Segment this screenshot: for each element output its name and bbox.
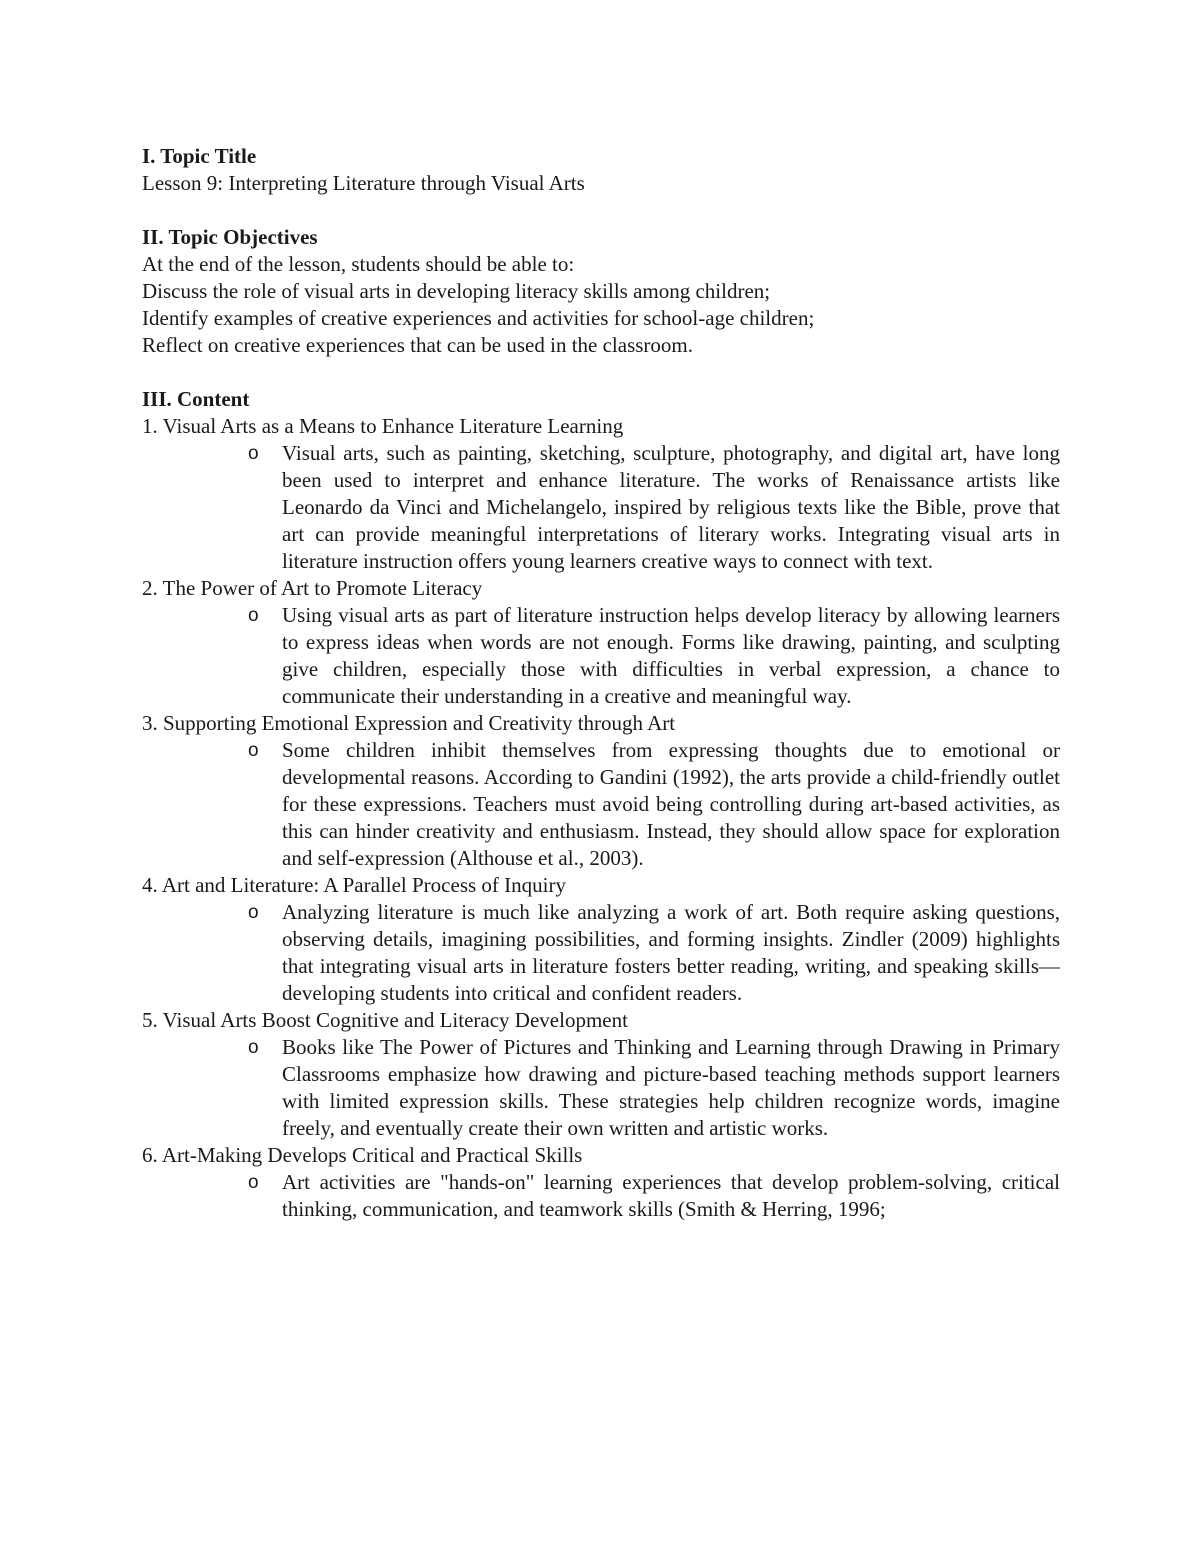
bullet-icon: o [248, 1172, 259, 1193]
content-item-title: 6. Art-Making Develops Critical and Practical Skills [142, 1143, 583, 1167]
content-item-title: 2. The Power of Art to Promote Literacy [142, 576, 483, 600]
content-item-title: 1. Visual Arts as a Means to Enhance Literature Learning [142, 414, 624, 438]
content-item-bullet [142, 737, 1060, 872]
bullet-text: Books like The Power of Pictures and Thinking and Learning through Drawing in Primary Classrooms emphasize how drawing and picture-based teaching methods support learners with limited expression skills. These strategies help children recognize words, imagine freely, and eventually create their own written and artistic works. [282, 1035, 1060, 1140]
spacer [142, 359, 1060, 386]
bullet-icon: o [248, 443, 259, 464]
objective-item: Reflect on creative experiences that can be used in the classroom. [142, 333, 694, 357]
content-item-bullet [142, 899, 1060, 1007]
lesson-title: Lesson 9: Interpreting Literature through Visual Arts [142, 171, 585, 195]
content-item-bullet [142, 1034, 1060, 1142]
objectives-intro: At the end of the lesson, students should be able to: [142, 252, 575, 276]
content-heading: III. Content [142, 387, 250, 411]
topic-title-heading: I. Topic Title [142, 144, 257, 168]
bullet-icon: o [248, 605, 259, 626]
bullet-icon: o [248, 902, 259, 923]
bullet-text: Some children inhibit themselves from expressing thoughts due to emotional or developmental reasons. According to Gandini (1992), the arts provide a child-friendly outlet for these expressions. Teachers must avoid being controlling during art-based activities, as this can hinder creativity and enthusiasm. Instead, they should allow space for exploration and self-expression (Althouse et al., 2003). [282, 738, 1060, 870]
content-item-title: 4. Art and Literature: A Parallel Process of Inquiry [142, 873, 566, 897]
document-page [142, 143, 1060, 1223]
bullet-text: Visual arts, such as painting, sketching, sculpture, photography, and digital art, have long been used to interpret and enhance literature. The works of Renaissance artists like Leonardo da Vinci and Michelangelo, inspired by religious texts like the Bible, prove that art can provide meaningful interpretations of literary works. Integrating visual arts in literature instruction offers young learners creative ways to connect with text. [282, 441, 1060, 573]
bullet-text: Art activities are "hands-on" learning experiences that develop problem-solving, critical thinking, communication, and teamwork skills (Smith & Herring, 1996; [282, 1170, 1060, 1221]
topic-objectives-heading: II. Topic Objectives [142, 225, 318, 249]
objective-item: Identify examples of creative experiences and activities for school-age children; [142, 306, 815, 330]
content-item-title: 5. Visual Arts Boost Cognitive and Literacy Development [142, 1008, 628, 1032]
content-item-bullet [142, 1169, 1060, 1223]
content-item-title: 3. Supporting Emotional Expression and Creativity through Art [142, 711, 676, 735]
bullet-icon: o [248, 1037, 259, 1058]
bullet-text: Using visual arts as part of literature instruction helps develop literacy by allowing learners to express ideas when words are not enough. Forms like drawing, painting, and sculpting give children, especially those with difficulties in verbal expression, a chance to communicate their understanding in a creative and meaningful way. [282, 603, 1060, 708]
spacer [142, 197, 1060, 224]
content-item-bullet [142, 440, 1060, 575]
bullet-text: Analyzing literature is much like analyzing a work of art. Both require asking questions, observing details, imagining possibilities, and forming insights. Zindler (2009) highlights that integrating visual arts in literature fosters better reading, writing, and speaking skills—developing students into critical and confident readers. [282, 900, 1060, 1005]
content-item-bullet [142, 602, 1060, 710]
objective-item: Discuss the role of visual arts in developing literacy skills among children; [142, 279, 771, 303]
bullet-icon: o [248, 740, 259, 761]
